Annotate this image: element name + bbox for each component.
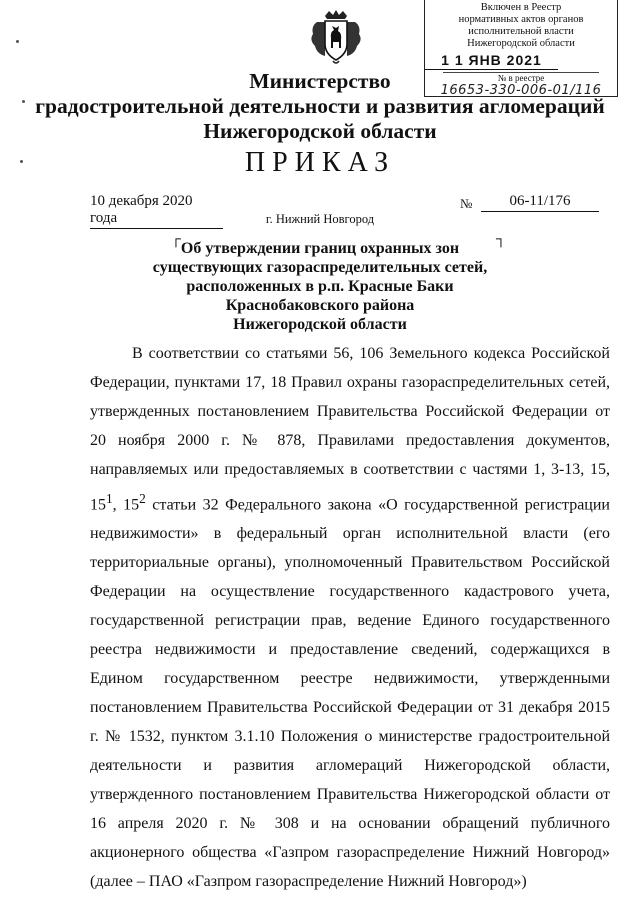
stamp-line-2: нормативных актов органов <box>458 14 584 25</box>
body-superscript-1: 1 <box>106 491 113 506</box>
title-corner-left: ┌ <box>171 232 181 247</box>
stamp-registry-number: 16653-330-006-01/116 <box>440 83 602 98</box>
stamp-registry-label: № в реестре <box>443 72 599 83</box>
title-line-1: Об утверждении границ охранных зон <box>180 240 460 257</box>
body-text-part-2: , 15 <box>112 496 140 514</box>
ministry-line-2: градостроительной деятельности и развития агломераций <box>35 94 605 118</box>
body-text-part-1: В соответствии со статьями 56, 106 Земельного кодекса Российской Федерации, пунктами 17, 18 Правил охраны газораспределительных сетей, утвержденных постановлением Правительства Российской Федерации от 20 ноября 2000 г. № 878, Правилами предоставления документов, направляемых или предоставляемых в соответствии с частями 1, 3-13, 15, 15 <box>90 345 610 514</box>
title-line-5: Нижегородской области <box>233 316 407 333</box>
coat-of-arms-icon <box>303 10 369 66</box>
stamp-line-3: исполнительной власти <box>468 26 574 37</box>
title-corner-right: ┐ <box>496 232 506 247</box>
body-superscript-2: 2 <box>139 491 146 506</box>
title-line-2: существующих газораспределительных сетей, <box>152 259 488 276</box>
document-date: 10 декабря 2020 года <box>90 193 223 229</box>
title-line-4: Краснобаковского района <box>225 297 415 314</box>
scan-dot <box>16 40 19 43</box>
document-type: ПРИКАЗ <box>244 147 396 178</box>
stamp-line-4: Нижегородской области <box>467 38 575 49</box>
ministry-line-1: Министерство <box>249 69 391 93</box>
number-label: № <box>460 196 473 211</box>
title-line-3: расположенных в р.п. Красные Баки <box>186 278 454 295</box>
body-paragraph <box>90 339 610 896</box>
scan-dot <box>22 100 25 103</box>
scan-dot <box>20 160 23 163</box>
document-number: 06-11/176 <box>481 193 599 212</box>
body-text-part-3: статьи 32 Федерального закона «О государственной регистрации недвижимости» в федеральный орган исполнительной власти (его территориальные органы), уполномоченный Правительством Российской Федерации на осуществление государственного кадастрового учета, государственной регистрации прав, ведение Единого государственного реестра недвижимости и предоставление сведений, содержащихся в Едином государственном реестре недвижимости, утвержденными постановлением Правительства Российской Федерации от 31 декабря 2015 г. № 1532, пунктом 3.1.10 Положения о министерстве градостроительной деятельности и развития агломераций Нижегородской области, утвержденного постановлением Правительства Нижегородской области от 16 апреля 2020 г. № 308 и на основании обращений публичного акционерного общества «Газпром газораспределение Нижний Новгород» (далее – ПАО «Газпром газораспределение Нижний Новгород») <box>90 496 610 891</box>
stamp-line-1: Включен в Реестр <box>480 2 562 13</box>
ministry-line-3: Нижегородской области <box>203 119 437 143</box>
stamp-date: 1 1 ЯНВ 2021 <box>425 52 558 70</box>
city: г. Нижний Новгород <box>265 212 375 226</box>
